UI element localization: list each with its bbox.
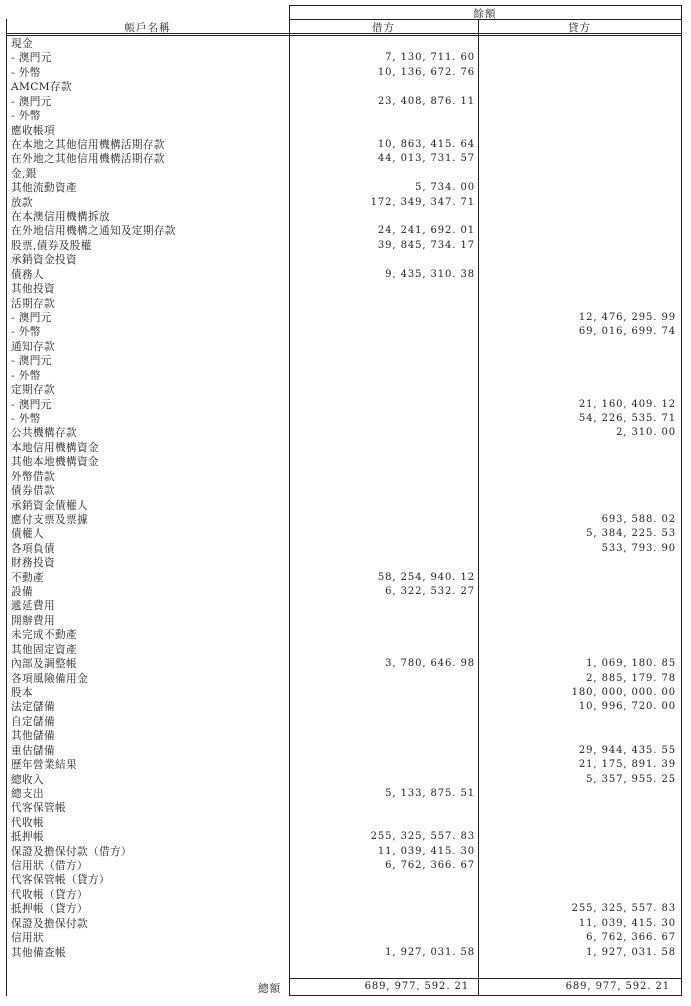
account-name: 代客保管帳 <box>11 802 66 815</box>
table-row <box>6 599 682 613</box>
table-row <box>6 902 682 916</box>
account-name: 代客保管帳（貸方） <box>11 874 110 887</box>
account-name: 在本澳信用機構拆放 <box>11 211 110 224</box>
table-row <box>6 917 682 931</box>
credit-amount: 5, 357, 955. 25 <box>586 773 676 785</box>
credit-amount: 21, 160, 409. 12 <box>578 398 676 410</box>
debit-amount: 6, 762, 366. 67 <box>385 860 475 872</box>
account-name: 代收帳 <box>11 816 44 829</box>
account-name: 歷年營業結果 <box>11 759 77 772</box>
table-row <box>6 672 682 686</box>
account-name: 其他流動資產 <box>11 182 77 195</box>
account-name: - 外幣 <box>11 326 41 339</box>
account-rows <box>6 37 682 960</box>
account-name: 債券借款 <box>11 485 55 498</box>
table-row <box>6 354 682 368</box>
table-row <box>6 845 682 859</box>
account-name: AMCM存款 <box>11 81 73 94</box>
account-name: 未完成不動產 <box>11 629 77 642</box>
account-name: 開辦費用 <box>11 614 55 627</box>
account-name: 其他固定資產 <box>11 643 77 656</box>
account-name: 各項風險備用金 <box>11 672 88 685</box>
table-row <box>6 527 682 541</box>
table-row <box>6 138 682 152</box>
balance-header: 餘額 <box>473 8 497 20</box>
credit-amount: 2, 310. 00 <box>616 427 676 439</box>
table-row <box>6 859 682 873</box>
table-row <box>6 700 682 714</box>
credit-amount: 29, 944, 435. 55 <box>578 744 676 756</box>
account-name: 遞延費用 <box>11 600 55 613</box>
table-row <box>6 66 682 80</box>
account-name: 債務人 <box>11 268 44 281</box>
account-name: 其他儲備 <box>11 730 55 743</box>
account-name: 設備 <box>11 586 33 599</box>
table-row <box>6 657 682 671</box>
account-name: 重估儲備 <box>11 744 55 757</box>
table-row <box>6 196 682 210</box>
credit-amount: 21, 175, 891. 39 <box>578 759 676 771</box>
debit-header: 借方 <box>372 22 395 34</box>
credit-amount: 1, 927, 031. 58 <box>586 946 676 958</box>
account-name: 外幣借款 <box>11 470 55 483</box>
table-row <box>6 95 682 109</box>
credit-amount: 180, 000, 000. 00 <box>571 686 676 698</box>
table-row <box>6 383 682 397</box>
credit-amount: 69, 016, 699. 74 <box>578 326 676 338</box>
credit-amount: 255, 325, 557. 83 <box>571 903 676 915</box>
table-row <box>6 758 682 772</box>
credit-amount: 12, 476, 295. 99 <box>578 312 676 324</box>
debit-amount: 23, 408, 876. 11 <box>377 95 475 107</box>
debit-amount: 5, 133, 875. 51 <box>385 787 475 799</box>
table-row <box>6 946 682 960</box>
account-name: 其他投資 <box>11 283 55 296</box>
account-name: 債權人 <box>11 528 44 541</box>
debit-amount: 3, 780, 646. 98 <box>385 658 475 670</box>
account-name: 在外地信用機構之通知及定期存款 <box>11 225 176 238</box>
account-name: 應收帳項 <box>11 124 55 137</box>
debit-amount: 24, 241, 692. 01 <box>377 225 475 237</box>
account-name: 其他備查帳 <box>11 946 66 959</box>
account-name: 總支出 <box>11 787 44 800</box>
account-name: 保證及擔保付款 <box>11 917 88 930</box>
account-name: 內部及調整帳 <box>11 658 77 671</box>
account-name: 信用狀 <box>11 932 44 945</box>
table-row <box>6 37 682 51</box>
trial-balance-sheet <box>6 5 682 996</box>
account-name: 信用狀（借方） <box>11 860 88 873</box>
credit-amount: 10, 996, 720. 00 <box>578 701 676 713</box>
account-name: - 外幣 <box>11 412 41 425</box>
account-name: 應付支票及票據 <box>11 513 88 526</box>
debit-amount: 255, 325, 557. 83 <box>370 831 475 843</box>
table-row <box>6 715 682 729</box>
credit-amount: 533, 793. 90 <box>601 542 676 554</box>
table-row <box>6 744 682 758</box>
table-row <box>6 585 682 599</box>
account-name: 總收入 <box>11 773 44 786</box>
table-row <box>6 282 682 296</box>
credit-amount: 1, 069, 180. 85 <box>586 658 676 670</box>
account-name: 通知存款 <box>11 340 55 353</box>
table-row <box>6 124 682 138</box>
debit-amount: 10, 136, 672. 76 <box>377 66 475 78</box>
debit-amount: 11, 039, 415. 30 <box>377 845 475 857</box>
table-row <box>6 210 682 224</box>
account-name: 各項負債 <box>11 542 55 555</box>
table-row <box>6 239 682 253</box>
table-row <box>6 686 682 700</box>
account-name: 在本地之其他信用機構活期存款 <box>11 138 165 151</box>
table-row <box>6 470 682 484</box>
table-row <box>6 340 682 354</box>
total-debit: 689, 977, 592. 21 <box>364 981 469 992</box>
totals-top-rule <box>289 978 682 979</box>
table-row <box>6 628 682 642</box>
table-row <box>6 499 682 513</box>
credit-header: 貸方 <box>568 22 591 34</box>
account-name: 其他本地機構資金 <box>11 456 99 469</box>
table-row <box>6 152 682 166</box>
table-row <box>6 297 682 311</box>
table-row <box>6 398 682 412</box>
account-name: 金,銀 <box>11 167 37 180</box>
table-row <box>6 109 682 123</box>
account-name: 財務投資 <box>11 557 55 570</box>
account-name: - 澳門元 <box>11 398 52 411</box>
account-name: - 澳門元 <box>11 312 52 325</box>
table-row <box>6 253 682 267</box>
table-row <box>6 729 682 743</box>
debit-amount: 7, 130, 711. 60 <box>385 52 475 64</box>
account-name: 本地信用機構資金 <box>11 441 99 454</box>
table-row <box>6 455 682 469</box>
debit-amount: 6, 322, 532. 27 <box>385 586 475 598</box>
account-name: - 澳門元 <box>11 355 52 368</box>
table-row <box>6 369 682 383</box>
account-name-header: 帳戶名稱 <box>124 22 171 34</box>
table-row <box>6 830 682 844</box>
account-name: 公共機構存款 <box>11 427 77 440</box>
credit-amount: 11, 039, 415. 30 <box>578 917 676 929</box>
total-label: 總額 <box>258 983 282 995</box>
table-row <box>6 556 682 570</box>
total-credit: 689, 977, 592. 21 <box>565 981 670 992</box>
debit-amount: 39, 845, 734. 17 <box>377 239 475 251</box>
table-row <box>6 181 682 195</box>
table-row <box>6 931 682 945</box>
debit-amount: 10, 863, 415. 64 <box>377 138 475 150</box>
credit-amount: 6, 762, 366. 67 <box>586 932 676 944</box>
account-name: 在外地之其他信用機構活期存款 <box>11 153 165 166</box>
table-row <box>6 484 682 498</box>
account-name: 股本 <box>11 686 33 699</box>
table-row <box>6 80 682 94</box>
account-name: 定期存款 <box>11 384 55 397</box>
account-name: - 外幣 <box>11 369 41 382</box>
table-row <box>6 167 682 181</box>
account-name: 抵押帳 <box>11 831 44 844</box>
table-row <box>6 412 682 426</box>
table-row <box>6 816 682 830</box>
header-bottom-rule-2 <box>6 35 682 36</box>
table-row <box>6 787 682 801</box>
bottom-rule <box>289 995 682 996</box>
account-name: 股票,債券及股權 <box>11 239 92 252</box>
account-name: - 外幣 <box>11 66 41 79</box>
account-name: - 澳門元 <box>11 95 52 108</box>
account-name: - 澳門元 <box>11 52 52 65</box>
table-row <box>6 873 682 887</box>
account-name: 法定儲備 <box>11 701 55 714</box>
account-name: 承銷資金投資 <box>11 254 77 267</box>
account-name: 抵押帳（貸方） <box>11 903 88 916</box>
account-name: 現金 <box>11 38 33 50</box>
account-name: 放款 <box>11 196 33 209</box>
table-row <box>6 801 682 815</box>
debit-amount: 1, 927, 031. 58 <box>385 946 475 958</box>
table-row <box>6 571 682 585</box>
credit-amount: 54, 226, 535. 71 <box>578 412 676 424</box>
table-row <box>6 224 682 238</box>
credit-amount: 693, 588. 02 <box>601 513 676 525</box>
table-row <box>6 542 682 556</box>
table-row <box>6 325 682 339</box>
table-row <box>6 773 682 787</box>
debit-amount: 58, 254, 940. 12 <box>377 571 475 583</box>
table-row <box>6 643 682 657</box>
account-name: 保證及擔保付款（借方） <box>11 845 132 858</box>
account-name: 不動產 <box>11 571 44 584</box>
account-name: 承銷資金債權人 <box>11 499 88 512</box>
table-row <box>6 311 682 325</box>
table-row <box>6 268 682 282</box>
debit-amount: 44, 013, 731. 57 <box>377 153 475 165</box>
table-row <box>6 513 682 527</box>
table-row <box>6 888 682 902</box>
table-row <box>6 441 682 455</box>
debit-amount: 5, 734. 00 <box>415 182 475 194</box>
debit-amount: 9, 435, 310. 38 <box>385 268 475 280</box>
account-name: 自定儲備 <box>11 715 55 728</box>
account-name: 代收帳（貸方） <box>11 888 88 901</box>
table-row <box>6 51 682 65</box>
credit-amount: 2, 885, 179. 78 <box>586 672 676 684</box>
account-name: 活期存款 <box>11 297 55 310</box>
table-row <box>6 614 682 628</box>
debit-amount: 172, 349, 347. 71 <box>370 196 475 208</box>
table-row <box>6 426 682 440</box>
credit-amount: 5, 384, 225. 53 <box>586 528 676 540</box>
account-name: - 外幣 <box>11 110 41 123</box>
